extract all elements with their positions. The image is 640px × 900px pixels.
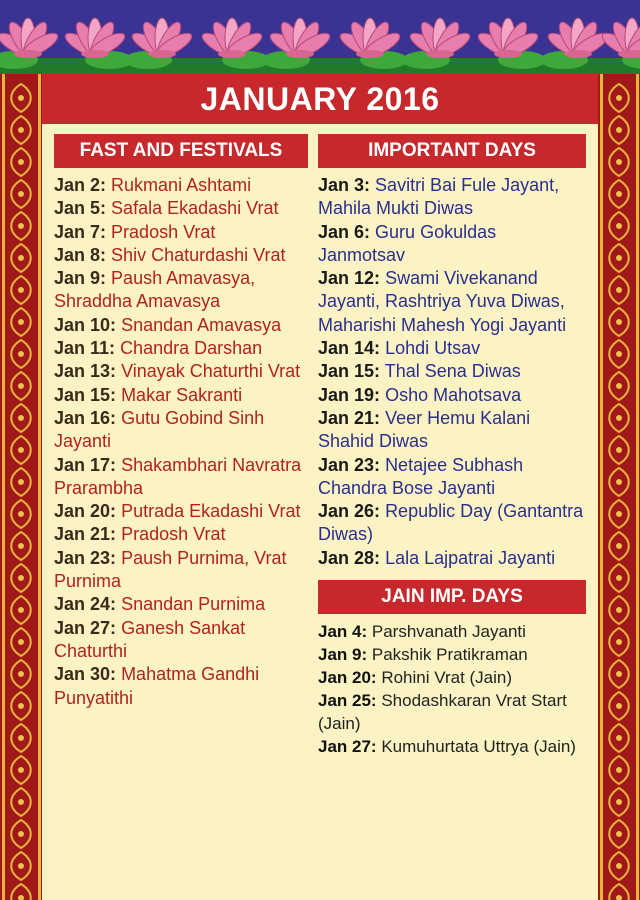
list-item: [54, 174, 308, 197]
entry-date: Jan 25:: [318, 691, 377, 711]
entry-date: Jan 14:: [318, 338, 381, 359]
list-item: [54, 314, 308, 337]
entry-date: Jan 21:: [54, 524, 117, 545]
entry-text: Swami Vivekanand Jayanti, Rashtriya Yuva Diwas, Maharishi Mahesh Yogi Jayanti: [318, 268, 567, 335]
list-item: [318, 500, 586, 547]
entry-date: Jan 17:: [54, 454, 117, 475]
entry-text: Paush Purnima, Vrat Purnima: [54, 547, 287, 592]
fast-festivals-heading: FAST AND FESTIVALS: [54, 134, 308, 168]
entry-text: Rohini Vrat (Jain): [381, 668, 513, 688]
entry-date: Jan 26:: [318, 501, 381, 522]
entry-text: Thal Sena Diwas: [384, 361, 521, 382]
fast-festivals-column: [54, 134, 308, 710]
entry-text: Shakambhari Navratra Prarambha: [54, 454, 302, 498]
entry-text: Shodashkaran Vrat Start (Jain): [318, 691, 567, 734]
list-item: [54, 547, 308, 594]
entry-date: Jan 8:: [54, 244, 107, 265]
jain-days-section: [318, 580, 586, 758]
list-item: [318, 174, 586, 221]
entry-date: Jan 27:: [54, 617, 117, 638]
entry-date: Jan 27:: [318, 737, 377, 757]
list-item: [318, 735, 586, 758]
entry-text: Pradosh Vrat: [111, 221, 216, 242]
entry-text: Mahatma Gandhi Punyatithi: [54, 664, 260, 708]
entry-date: Jan 20:: [318, 668, 377, 688]
jain-days-heading: JAIN IMP. DAYS: [318, 580, 586, 614]
entry-date: Jan 24:: [54, 594, 117, 615]
list-item: [318, 267, 586, 337]
entry-text: Netajee Subhash Chandra Bose Jayanti: [318, 454, 524, 498]
entry-date: Jan 11:: [54, 338, 116, 359]
entry-text: Chandra Darshan: [120, 338, 263, 359]
fast-festivals-list: [54, 174, 308, 710]
entry-date: Jan 6:: [318, 221, 371, 242]
entry-date: Jan 23:: [54, 547, 117, 568]
entry-text: Savitri Bai Fule Jayant, Mahila Mukti Diwas: [318, 175, 560, 219]
entry-date: Jan 3:: [318, 175, 371, 195]
entry-date: Jan 28:: [318, 547, 381, 568]
entry-date: Jan 13:: [54, 361, 117, 382]
important-days-heading: IMPORTANT DAYS: [318, 134, 586, 168]
list-item: [318, 384, 586, 407]
entry-text: Pakshik Pratikraman: [371, 645, 528, 665]
entry-text: Gutu Gobind Sinh Jayanti: [54, 407, 265, 452]
entry-text: Veer Hemu Kalani Shahid Diwas: [318, 407, 531, 452]
entry-date: Jan 4:: [318, 622, 368, 642]
list-item: [54, 244, 308, 267]
entry-date: Jan 9:: [318, 645, 368, 665]
list-item: [54, 221, 308, 244]
floral-border-pattern: [0, 74, 42, 900]
list-item: [54, 500, 308, 523]
entry-text: Osho Mahotsava: [385, 384, 522, 405]
page-title: JANUARY 2016: [42, 74, 598, 124]
list-item: [54, 454, 308, 501]
list-item: [318, 666, 586, 689]
list-item: [318, 454, 586, 501]
entry-text: Ganesh Sankat Chaturthi: [54, 617, 246, 661]
list-item: [318, 337, 586, 360]
entry-date: Jan 16:: [54, 407, 117, 428]
entry-text: Makar Sakranti: [121, 384, 243, 405]
entry-date: Jan 30:: [54, 664, 117, 685]
entry-text: Snandan Purnima: [121, 594, 266, 615]
floral-border-pattern: [598, 74, 640, 900]
entry-date: Jan 10:: [54, 314, 117, 335]
list-item: [54, 593, 308, 616]
entry-text: Paush Amavasya, Shraddha Amavasya: [54, 268, 256, 312]
jain-days-list: [318, 620, 586, 758]
entry-text: Snandan Amavasya: [121, 314, 282, 335]
entry-text: Kumuhurtata Uttrya (Jain): [381, 737, 576, 757]
list-item: [54, 337, 308, 360]
entry-text: Putrada Ekadashi Vrat: [121, 501, 301, 522]
lotus-icon: [0, 0, 640, 74]
entry-date: Jan 20:: [54, 501, 117, 522]
list-item: [54, 384, 308, 407]
entry-text: Rukmani Ashtami: [111, 175, 252, 195]
right-column: [318, 134, 586, 758]
entry-date: Jan 9:: [54, 268, 107, 289]
list-item: [318, 689, 586, 735]
list-item: [54, 663, 308, 710]
entry-text: Shiv Chaturdashi Vrat: [111, 244, 286, 265]
entry-date: Jan 21:: [318, 407, 381, 428]
entry-text: Pradosh Vrat: [121, 524, 226, 545]
list-item: [54, 267, 308, 314]
left-floral-border: [0, 74, 42, 900]
list-item: [54, 617, 308, 664]
entry-date: Jan 15:: [318, 361, 381, 382]
list-item: [318, 620, 586, 643]
list-item: [54, 523, 308, 546]
entry-text: Republic Day (Gantantra Diwas): [318, 501, 584, 545]
calendar-page: [42, 74, 598, 900]
list-item: [54, 197, 308, 220]
right-floral-border: [598, 74, 640, 900]
entry-text: Vinayak Chaturthi Vrat: [121, 361, 301, 382]
important-days-list: [318, 174, 586, 570]
list-item: [54, 407, 308, 454]
list-item: [318, 221, 586, 268]
entry-date: Jan 7:: [54, 221, 107, 242]
entry-text: Lohdi Utsav: [385, 338, 481, 359]
entry-text: Parshvanath Jayanti: [371, 622, 526, 642]
list-item: [318, 547, 586, 570]
list-item: [318, 360, 586, 383]
entry-date: Jan 12:: [318, 268, 381, 289]
entry-date: Jan 15:: [54, 384, 117, 405]
entry-date: Jan 19:: [318, 384, 381, 405]
entry-text: Guru Gokuldas Janmotsav: [318, 221, 497, 265]
list-item: [318, 407, 586, 454]
entry-date: Jan 23:: [318, 454, 381, 475]
entry-date: Jan 5:: [54, 198, 107, 219]
lotus-banner: [0, 0, 640, 74]
entry-text: Safala Ekadashi Vrat: [111, 198, 279, 219]
entry-text: Lala Lajpatrai Jayanti: [385, 547, 556, 568]
entry-date: Jan 2:: [54, 175, 107, 195]
list-item: [54, 360, 308, 383]
list-item: [318, 643, 586, 666]
